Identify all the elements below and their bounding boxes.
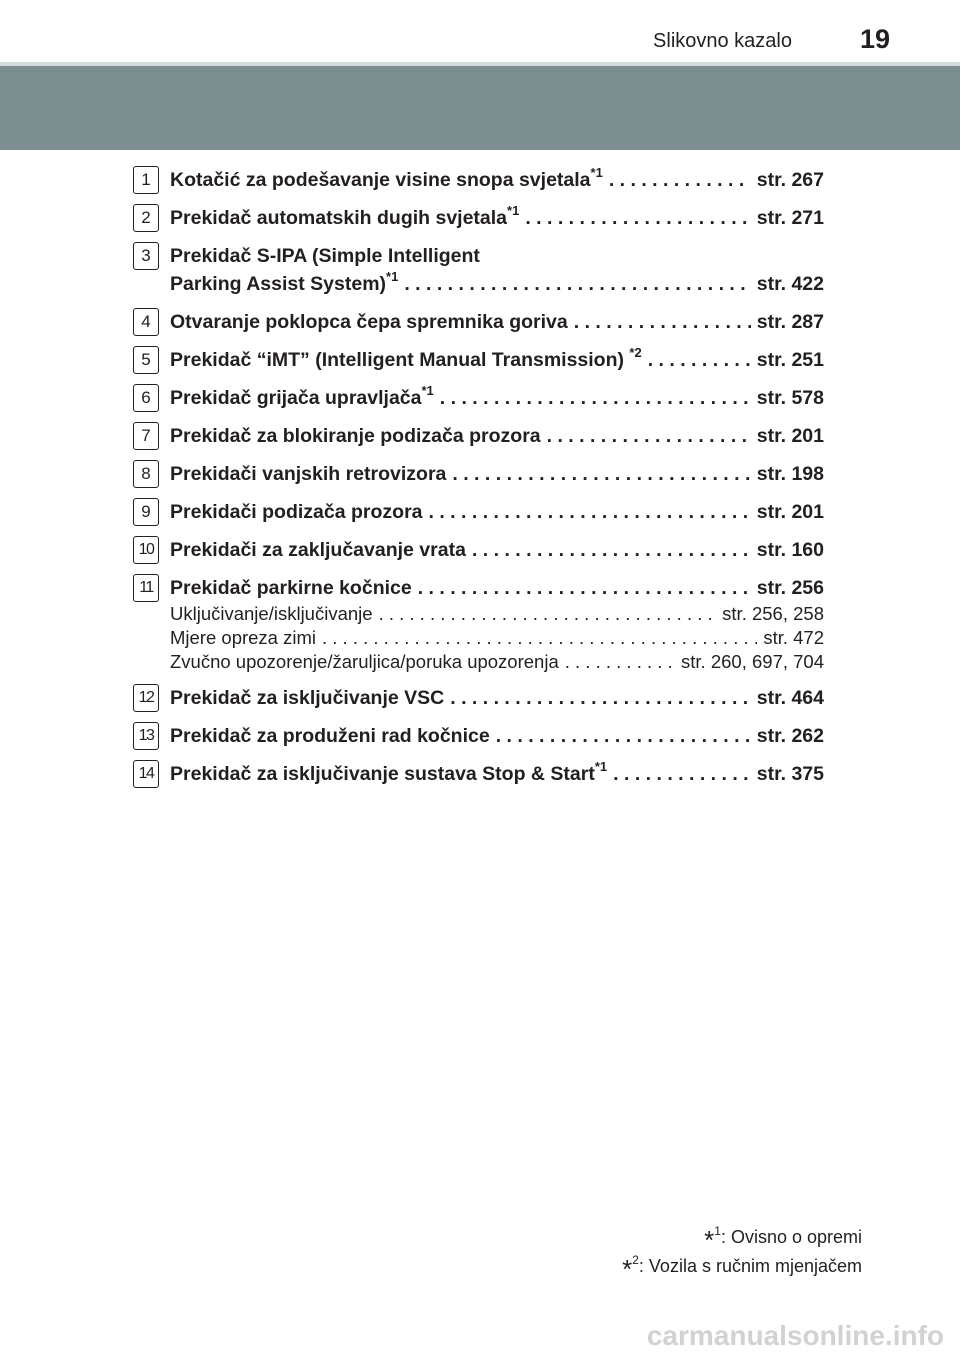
entry-title [170, 384, 434, 412]
sub-entry-text: Zvučno upozorenje/žaruljica/poruka upozorenja [170, 651, 559, 672]
index-entry [134, 722, 824, 750]
entry-title-text: Prekidač grijača upravljača [170, 387, 422, 409]
footnote-marker: *1 [386, 268, 399, 284]
callout-number-badge: 7 [133, 422, 159, 450]
callout-number-badge: 1 [133, 166, 159, 194]
callout-number-badge: 3 [133, 242, 159, 270]
page-reference: str. 256, 258 [722, 603, 824, 624]
callout-number-badge: 13 [133, 722, 159, 750]
entry-title-text: Prekidač automatskih dugih svjetala [170, 207, 508, 229]
footnote-marker: *2 [629, 344, 642, 360]
index-entry [134, 574, 824, 674]
index-entry [134, 204, 824, 232]
page-reference: str. 160 [756, 539, 824, 561]
dot-leader [322, 626, 757, 650]
callout-number-badge: 11 [133, 574, 159, 602]
page-reference: str. 422 [756, 273, 824, 295]
callout-number-badge: 6 [133, 384, 159, 412]
index-list [134, 166, 824, 798]
dot-leader [565, 650, 675, 674]
entry-title-text: Prekidač za blokiranje podizača prozora [170, 425, 541, 447]
sub-entry-text: Uključivanje/isključivanje [170, 603, 373, 624]
dot-leader [547, 422, 751, 450]
dot-leader [450, 684, 751, 712]
dot-leader [404, 270, 750, 298]
callout-number-badge: 2 [133, 204, 159, 232]
index-entry [134, 308, 824, 336]
callout-number-badge: 10 [133, 536, 159, 564]
page-reference: str. 262 [756, 725, 824, 747]
footnote-text: : Vozila s ručnim mjenjačem [638, 1256, 862, 1276]
entry-title-text: Prekidači za zaključavanje vrata [170, 539, 466, 561]
entry-title [170, 536, 466, 564]
footnote-marker: *1 [507, 202, 520, 218]
index-entry [134, 684, 824, 712]
page-reference: str. 260, 697, 704 [681, 651, 824, 672]
page-reference: str. 287 [756, 311, 824, 333]
entry-title-text: Prekidač za isključivanje sustava Stop & Start [170, 763, 595, 785]
dot-leader [452, 460, 750, 488]
sub-entry [170, 602, 824, 626]
section-title: Slikovno kazalo [653, 30, 792, 52]
entry-title [170, 574, 412, 602]
index-entry [134, 166, 824, 194]
page-reference: str. 472 [763, 627, 824, 648]
entry-title [170, 722, 490, 750]
entry-title-text: Parking Assist System) [170, 273, 387, 295]
entry-title-text: Prekidač za isključivanje VSC [170, 687, 445, 709]
page-reference: str. 256 [756, 577, 824, 599]
footnote-marker: *1 [590, 164, 603, 180]
footnote-marker: *1 [421, 382, 434, 398]
header-band [0, 66, 960, 150]
dot-leader [379, 602, 717, 626]
callout-number-badge: 14 [133, 760, 159, 788]
entry-title-text: Kotačić za podešavanje visine snopa svjetala [170, 169, 591, 191]
entry-title-text: Prekidač za produženi rad kočnice [170, 725, 490, 747]
footnote [622, 1251, 862, 1284]
page-reference: str. 251 [756, 349, 824, 371]
footnote-star: * [704, 1225, 715, 1255]
index-entry [134, 242, 824, 298]
footnotes [622, 1222, 862, 1284]
entry-title [170, 684, 444, 712]
entry-title-text: Prekidači podizača prozora [170, 501, 423, 523]
dot-leader [609, 166, 751, 194]
dot-leader [472, 536, 751, 564]
footnote-text: : Ovisno o opremi [720, 1227, 862, 1247]
dot-leader [525, 204, 750, 232]
entry-title [170, 204, 519, 232]
callout-number-badge: 8 [133, 460, 159, 488]
index-entry [134, 346, 824, 374]
index-entry [134, 760, 824, 788]
entry-title [170, 760, 607, 788]
sub-entry [170, 626, 824, 650]
entry-title [170, 422, 541, 450]
page-reference: str. 271 [756, 207, 824, 229]
entry-title-text: Prekidač parkirne kočnice [170, 577, 412, 599]
entry-title-text: Prekidač “iMT” (Intelligent Manual Transmission) [170, 349, 630, 371]
dot-leader [648, 346, 751, 374]
dot-leader [440, 384, 751, 412]
footnote-star: * [622, 1254, 633, 1284]
dot-leader [429, 498, 751, 526]
dot-leader [574, 308, 751, 336]
dot-leader [418, 574, 751, 602]
page-reference: str. 464 [756, 687, 824, 709]
page-header [0, 0, 960, 62]
index-entry [134, 384, 824, 412]
index-entry [134, 498, 824, 526]
dot-leader [613, 760, 751, 788]
entry-title-text: Otvaranje poklopca čepa spremnika goriva [170, 311, 568, 333]
callout-number-badge: 12 [133, 684, 159, 712]
footnote-number: 2 [632, 1253, 639, 1267]
callout-number-badge: 9 [133, 498, 159, 526]
entry-title [170, 460, 446, 488]
entry-title [170, 498, 423, 526]
footnote-number: 1 [714, 1224, 721, 1238]
page-reference: str. 201 [756, 501, 824, 523]
entry-title-text: Prekidači vanjskih retrovizora [170, 463, 447, 485]
entry-title [170, 346, 642, 374]
sub-entry [170, 650, 824, 674]
footnote [622, 1222, 862, 1255]
page-reference: str. 267 [756, 169, 824, 191]
page-reference: str. 198 [756, 463, 824, 485]
footnote-marker: *1 [594, 758, 608, 774]
page-reference: str. 375 [756, 763, 824, 785]
callout-number-badge: 4 [133, 308, 159, 336]
index-entry [134, 422, 824, 450]
index-entry [134, 460, 824, 488]
page-reference: str. 201 [756, 425, 824, 447]
entry-title-line1: Prekidač S-IPA (Simple Intelligent [170, 245, 480, 267]
sub-entry-text: Mjere opreza zimi [170, 627, 316, 648]
page-number: 19 [859, 24, 890, 54]
entry-title [170, 308, 568, 336]
index-entry [134, 536, 824, 564]
dot-leader [496, 722, 751, 750]
watermark: carmanualsonline.info [646, 1320, 944, 1351]
entry-title [170, 270, 398, 298]
page-reference: str. 578 [756, 387, 824, 409]
callout-number-badge: 5 [133, 346, 159, 374]
entry-title [170, 166, 603, 194]
